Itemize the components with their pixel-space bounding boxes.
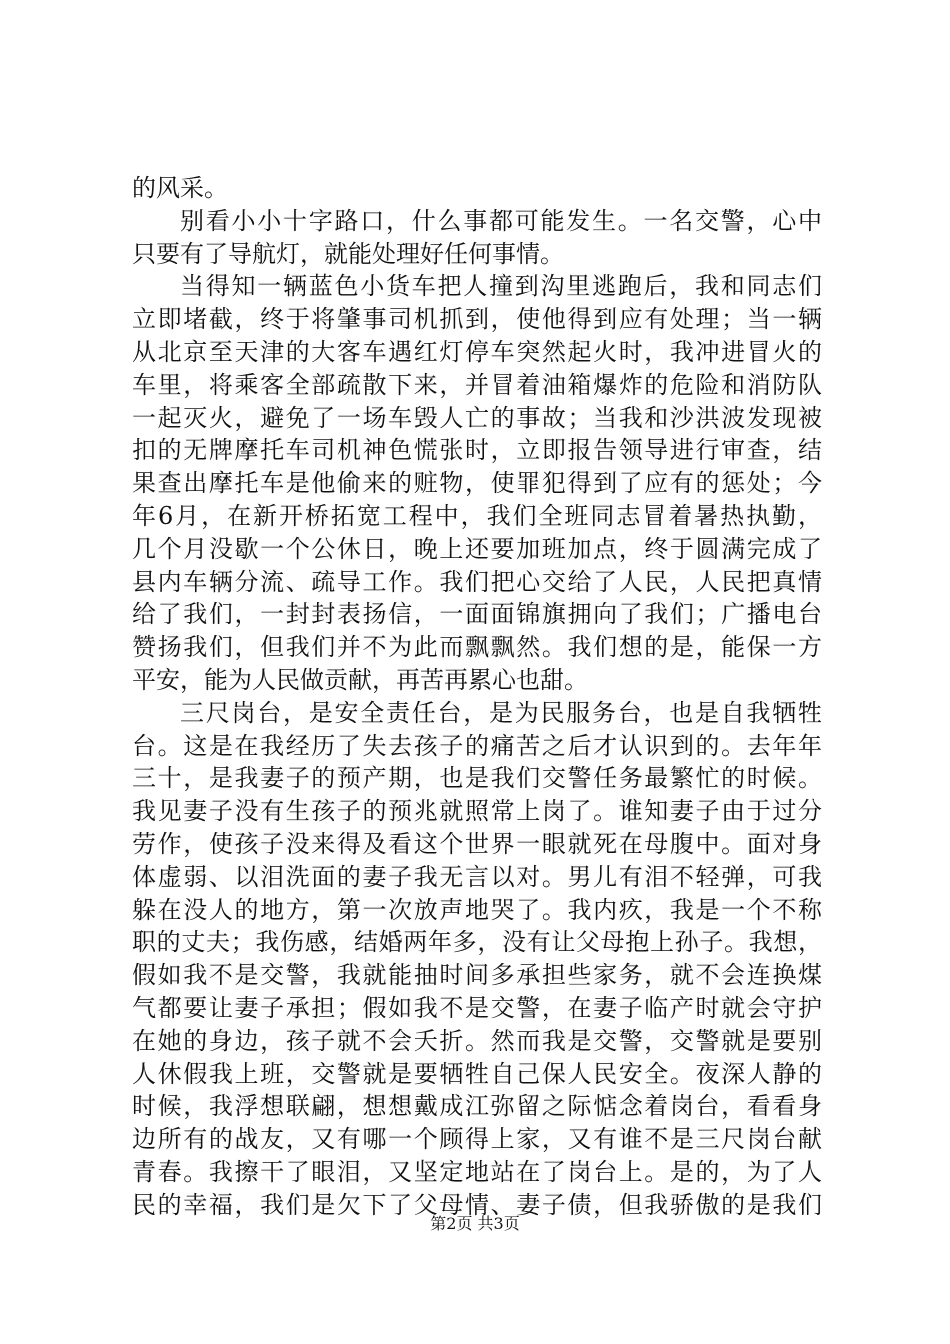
text-line: 从北京至天津的大客车遇红灯停车突然起火时，我冲进冒火的: [132, 337, 822, 366]
text-line: 三尺岗台，是安全责任台，是为民服务台，也是自我牺牲: [180, 698, 822, 727]
text-line: 假如我不是交警，我就能抽时间多承担些家务，就不会连换煤: [132, 961, 822, 990]
text-line: 县内车辆分流、疏导工作。我们把心交给了人民，人民把真情: [132, 567, 822, 596]
text-line: 平安，能为人民做贡献，再苦再累心也甜。: [132, 665, 588, 694]
text-line: 的风采。: [132, 174, 228, 202]
text-line: 气都要让妻子承担；假如我不是交警，在妻子临产时就会守护: [132, 993, 822, 1022]
text-line: 只要有了导航灯，就能处理好任何事情。: [132, 239, 564, 268]
text-line: 青春。我擦干了眼泪，又坚定地站在了岗台上。是的，为了人: [132, 1157, 822, 1186]
text-line: 别看小小十字路口，什么事都可能发生。一名交警，心中: [180, 206, 822, 235]
text-line: 民的幸福，我们是欠下了父母情、妻子债，但我骄傲的是我们: [132, 1190, 822, 1219]
text-line: 果查出摩托车是他偷来的赃物，使罪犯得到了应有的惩处；今: [132, 469, 822, 498]
text-line: 边所有的战友，又有哪一个顾得上家，又有谁不是三尺岗台献: [132, 1125, 822, 1154]
text-line: 立即堵截，终于将肇事司机抓到，使他得到应有处理；当一辆: [132, 305, 822, 334]
text-line: 劳作，使孩子没来得及看这个世界一眼就死在母腹中。面对身: [132, 829, 822, 858]
page-number-footer: 第2页 共3页: [430, 1214, 520, 1233]
text-line: 扣的无牌摩托车司机神色慌张时，立即报告领导进行审查，结: [132, 436, 822, 465]
text-line: 车里，将乘客全部疏散下来，并冒着油箱爆炸的危险和消防队: [132, 370, 822, 399]
text-line: 台。这是在我经历了失去孩子的痛苦之后才认识到的。去年年: [132, 731, 822, 760]
text-line: 当得知一辆蓝色小货车把人撞到沟里逃跑后，我和同志们: [180, 272, 822, 301]
text-line: 人休假我上班，交警就是要牺牲自己保人民安全。夜深人静的: [132, 1059, 822, 1088]
text-line: 赞扬我们，但我们并不为此而飘飘然。我们想的是，能保一方: [132, 633, 822, 662]
text-line: 时候，我浮想联翩，想想戴成江弥留之际惦念着岗台，看看身: [132, 1092, 822, 1121]
text-line: 躲在没人的地方，第一次放声地哭了。我内疚，我是一个不称: [132, 895, 822, 924]
text-line: 职的丈夫；我伤感，结婚两年多，没有让父母抱上孙子。我想，: [132, 928, 822, 957]
text-line: 我见妻子没有生孩子的预兆就照常上岗了。谁知妻子由于过分: [132, 797, 822, 826]
text-line: 年6月，在新开桥拓宽工程中，我们全班同志冒着暑热执勤，: [132, 501, 822, 530]
text-line: 一起灭火，避免了一场车毁人亡的事故；当我和沙洪波发现被: [132, 403, 822, 432]
text-line: 几个月没歇一个公休日，晚上还要加班加点，终于圆满完成了: [132, 534, 822, 563]
text-line: 三十，是我妻子的预产期，也是我们交警任务最繁忙的时候。: [132, 764, 822, 793]
document-body: [132, 172, 822, 1222]
text-line: 在她的身边，孩子就不会夭折。然而我是交警，交警就是要别: [132, 1026, 822, 1055]
text-line: 给了我们，一封封表扬信，一面面锦旗拥向了我们；广播电台: [132, 600, 822, 629]
text-line: 体虚弱、以泪洗面的妻子我无言以对。男儿有泪不轻弹，可我: [132, 862, 822, 891]
